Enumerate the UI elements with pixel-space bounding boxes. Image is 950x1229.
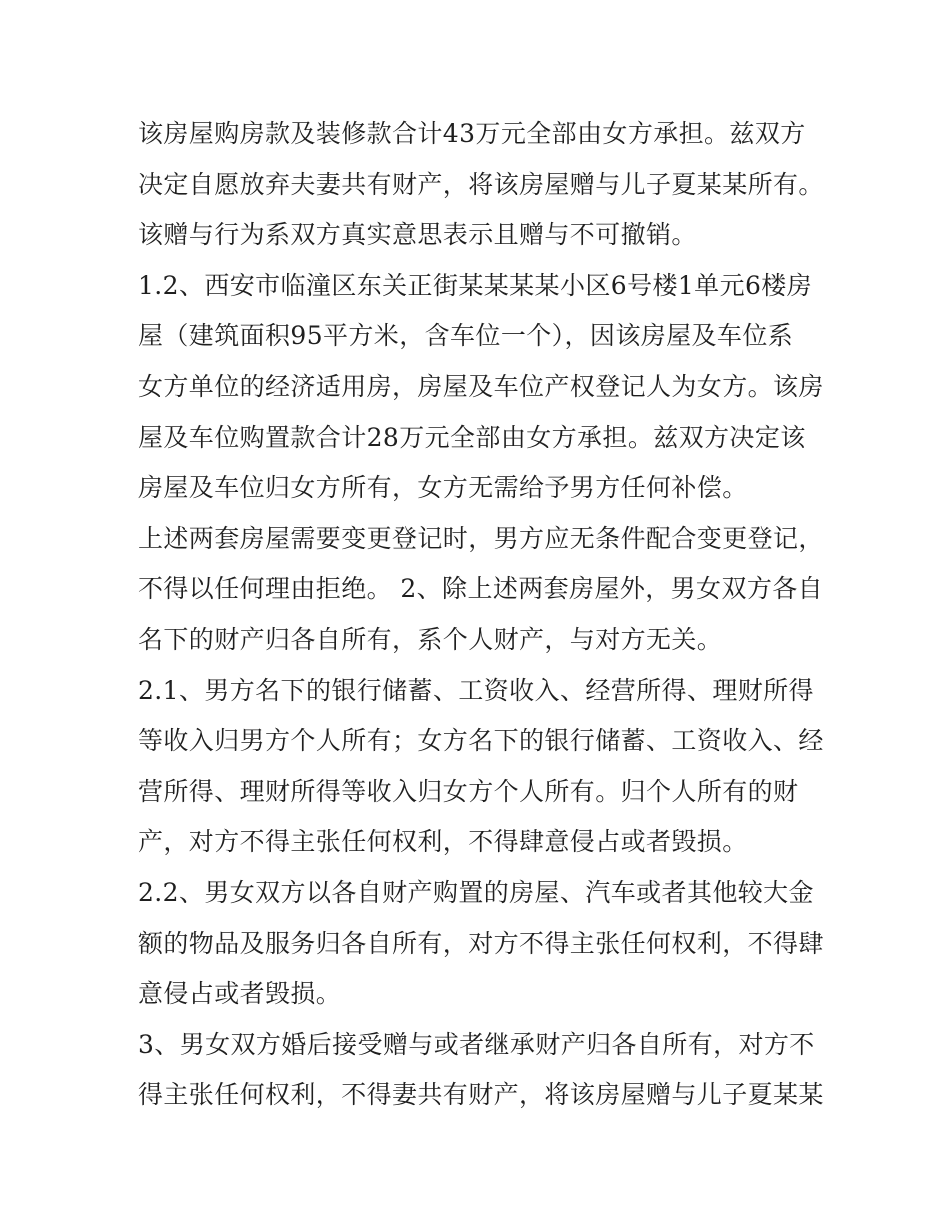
text-line: 得主张任何权利，不得妻共有财产，将该房屋赠与儿子夏某某 xyxy=(138,1080,824,1110)
document-body xyxy=(138,109,824,1121)
text-line: 屋及车位购置款合计28万元全部由女方承担。兹双方决定该 xyxy=(138,422,806,452)
text-line: 不得以任何理由拒绝。 2、除上述两套房屋外，男女双方各自 xyxy=(138,574,824,604)
text-line: 意侵占或者毁损。 xyxy=(138,979,342,1009)
text-line: 产，对方不得主张任何权利，不得肆意侵占或者毁损。 xyxy=(138,827,748,857)
text-line: 3、男女双方婚后接受赠与或者继承财产归各自所有，对方不 xyxy=(138,1029,815,1059)
text-line: 营所得、理财所得等收入归女方个人所有。归个人所有的财 xyxy=(138,776,799,806)
text-line: 2.2、男女双方以各自财产购置的房屋、汽车或者其他较大金 xyxy=(138,877,814,907)
text-line: 等收入归男方个人所有；女方名下的银行储蓄、工资收入、经 xyxy=(138,726,824,756)
text-line: 该赠与行为系双方真实意思表示且赠与不可撤销。 xyxy=(138,220,697,250)
text-line: 1.2、西安市临潼区东关正街某某某某小区6号楼1单元6楼房 xyxy=(138,270,813,300)
text-line: 2.1、男方名下的银行储蓄、工资收入、经营所得、理财所得 xyxy=(138,675,814,705)
text-line: 名下的财产归各自所有，系个人财产，与对方无关。 xyxy=(138,624,723,654)
text-line: 额的物品及服务归各自所有，对方不得主张任何权利，不得肆 xyxy=(138,928,824,958)
text-line: 决定自愿放弃夫妻共有财产，将该房屋赠与儿子夏某某所有。 xyxy=(138,169,824,199)
text-line: 上述两套房屋需要变更登记时，男方应无条件配合变更登记， xyxy=(138,523,824,553)
text-line: 房屋及车位归女方所有，女方无需给予男方任何补偿。 xyxy=(138,473,748,503)
text-line: 屋（建筑面积95平方米，含车位一个），因该房屋及车位系 xyxy=(138,321,794,351)
text-line: 女方单位的经济适用房，房屋及车位产权登记人为女方。该房 xyxy=(138,371,824,401)
text-line: 该房屋购房款及装修款合计43万元全部由女方承担。兹双方 xyxy=(138,119,806,148)
